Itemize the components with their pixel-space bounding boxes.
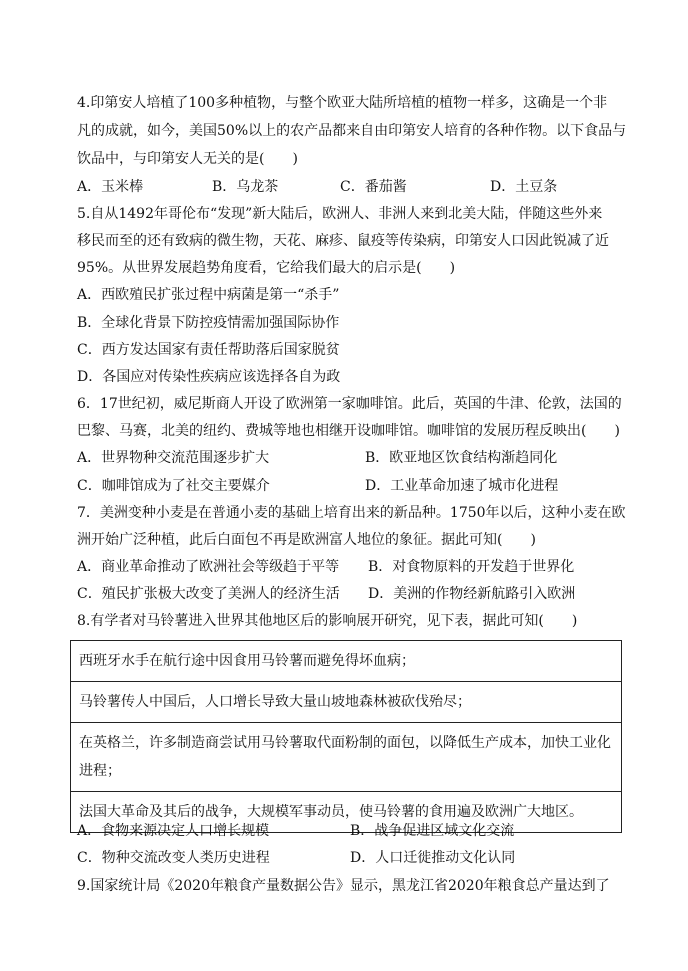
q4-option-c: C．番茄酱 <box>340 179 407 195</box>
q4-option-a: A．玉米棒 <box>77 179 144 195</box>
q6-option-c: C．咖啡馆成为了社交主要媒介 <box>77 478 270 494</box>
q7-option-a: A．商业革命推动了欧洲社会等级趋于平等 <box>77 559 340 575</box>
table-row: 法国大革命及其后的战争，大规模军事动员，使马铃薯的食用遍及欧洲广大地区。 <box>79 804 583 820</box>
q7-option-c: C．殖民扩张极大改变了美洲人的经济生活 <box>77 586 340 602</box>
q6-option-b: B．欧亚地区饮食结构渐趋同化 <box>365 450 558 466</box>
q5-option-c: C．西方发达国家有责任帮助落后国家脱贫 <box>77 342 340 358</box>
table-row: 在英格兰，许多制造商尝试用马铃薯取代面粉制的面包，以降低生产成本，加快工业化进程； <box>71 723 621 792</box>
q8-option-a: A．食物来源决定人口增长规模 <box>77 823 270 839</box>
q5-line-1: 5.自从1492年哥伦布“发现”新大陆后，欧洲人、非洲人来到北美大陆，伴随这些外来 <box>77 206 603 222</box>
q5-line-2: 移民而至的还有致病的微生物，天花、麻疹、鼠疫等传染病，印第安人口因此锐减了近 <box>77 233 609 249</box>
table-row: 西班牙水手在航行途中因食用马铃薯而避免得坏血病； <box>71 641 621 682</box>
q5-line-3: 95%。从世界发展趋势角度看，它给我们最大的启示是( ) <box>77 260 456 276</box>
q8-option-b: B．战争促进区域文化交流 <box>350 823 515 839</box>
q7-line-1: 7．美洲变种小麦是在普通小麦的基础上培育出来的新品种。1750年以后，这种小麦在欧 <box>77 505 626 521</box>
q8-table <box>70 640 622 833</box>
q9-line-1: 9.国家统计局《2020年粮食产量数据公告》显示，黑龙江省2020年粮食总产量达到了 <box>77 878 610 894</box>
q6-line-2: 巴黎、马赛，北美的纽约、费城等地也相继开设咖啡馆。咖啡馆的发展历程反映出( ) <box>77 423 620 439</box>
q8-option-d: D．人口迁徙推动文化认同 <box>350 850 516 866</box>
q4-option-b: B．乌龙茶 <box>212 179 279 195</box>
q7-option-b: B．对食物原料的开发趋于世界化 <box>368 559 575 575</box>
q4-line-2: 凡的成就，如今，美国50%以上的农产品都来自由印第安人培育的各种作物。以下食品与 <box>77 123 627 139</box>
q8-option-c: C．物种交流改变人类历史进程 <box>77 850 270 866</box>
q4-line-1: 4.印第安人培植了100多种植物，与整个欧亚大陆所培植的植物一样多，这确是一个非 <box>77 95 608 111</box>
q5-option-b: B．全球化背景下防控疫情需加强国际协作 <box>77 315 340 331</box>
q7-line-2: 洲开始广泛种植，此后白面包不再是欧洲富人地位的象征。据此可知( ) <box>77 532 536 548</box>
q6-line-1: 6．17世纪初，威尼斯商人开设了欧洲第一家咖啡馆。此后，英国的牛津、伦敦，法国的 <box>77 396 622 412</box>
q6-option-d: D．工业革命加速了城市化进程 <box>365 478 559 494</box>
q7-option-d: D．美洲的作物经新航路引入欧洲 <box>368 586 576 602</box>
q4-option-d: D．土豆条 <box>490 179 558 195</box>
table-row: 马铃薯传人中国后，人口增长导致大量山坡地森林被砍伐殆尽； <box>71 682 621 723</box>
q6-option-a: A．世界物种交流范围逐步扩大 <box>77 450 270 466</box>
q5-option-d: D．各国应对传染性疾病应该选择各自为政 <box>77 369 341 385</box>
q4-line-3: 饮品中，与印第安人无关的是( ) <box>77 151 298 167</box>
q5-option-a: A．西欧殖民扩张过程中病菌是第一“杀手” <box>77 287 340 303</box>
q8-line-1: 8.有学者对马铃薯进入世界其他地区后的影响展开研究，见下表，据此可知( ) <box>77 613 578 629</box>
